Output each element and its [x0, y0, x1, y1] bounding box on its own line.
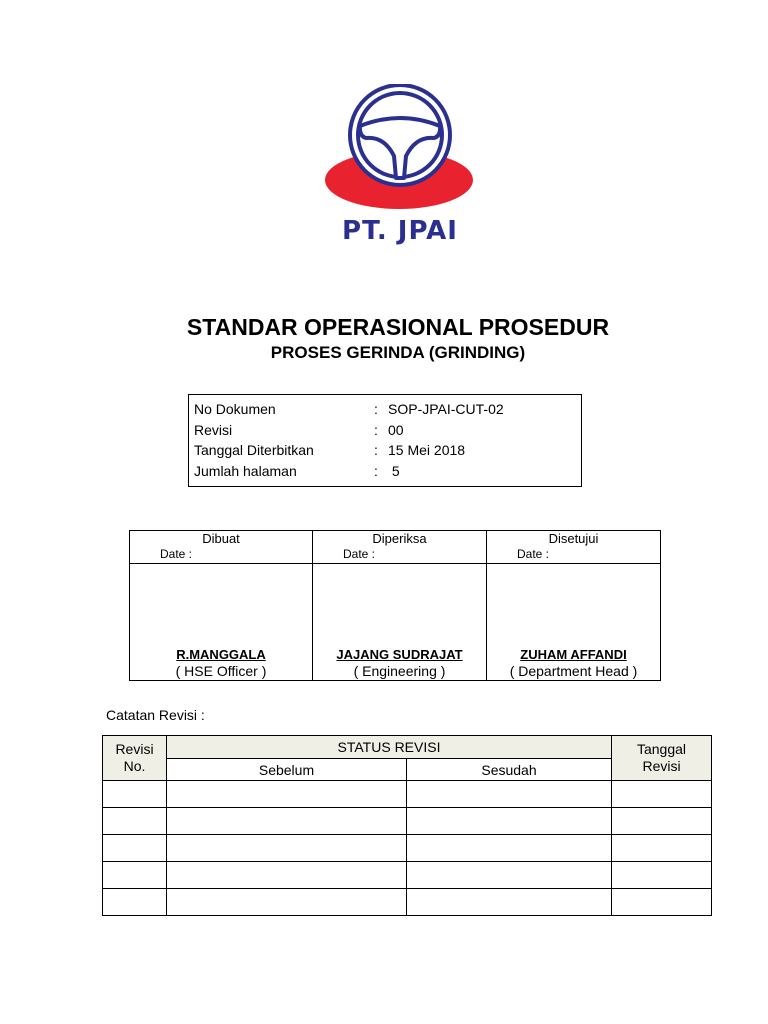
table-cell	[612, 835, 712, 862]
steering-wheel-logo-icon	[320, 84, 480, 214]
table-cell	[167, 862, 407, 889]
table-cell	[407, 781, 612, 808]
table-cell	[103, 889, 167, 916]
info-row-revision	[194, 420, 581, 441]
signatory-name: ZUHAM AFFANDI	[520, 647, 627, 662]
info-separator: :	[374, 421, 378, 438]
table-cell	[167, 835, 407, 862]
table-row	[103, 808, 712, 835]
table-cell	[612, 781, 712, 808]
signatory-position: ( Engineering )	[353, 663, 446, 679]
table-row	[103, 862, 712, 889]
info-value: 5	[388, 462, 400, 479]
table-cell	[103, 808, 167, 835]
approval-header-prepared	[130, 531, 313, 564]
signatory-position: ( HSE Officer )	[175, 663, 267, 679]
signature-cell-checked	[313, 564, 487, 681]
document-subtitle: PROSES GERINDA (GRINDING)	[270, 343, 526, 362]
approval-role: Diperiksa	[372, 531, 427, 546]
revision-number-header	[103, 736, 167, 781]
revision-after-header: Sesudah	[407, 759, 612, 781]
table-cell	[612, 862, 712, 889]
info-label: Revisi	[194, 421, 233, 438]
revision-table	[102, 735, 712, 916]
approval-header-checked	[313, 531, 487, 564]
approval-role: Dibuat	[202, 531, 240, 546]
info-label: No Dokumen	[194, 401, 276, 417]
signatory-name: R.MANGGALA	[176, 647, 266, 662]
document-info-box	[188, 394, 582, 487]
table-cell	[612, 808, 712, 835]
document-title: STANDAR OPERASIONAL PROSEDUR	[186, 314, 610, 340]
table-row	[103, 889, 712, 916]
table-cell	[407, 835, 612, 862]
approval-table	[129, 530, 661, 681]
revision-status-header: STATUS REVISI	[167, 736, 612, 759]
table-cell	[103, 835, 167, 862]
info-row-issue-date	[194, 440, 581, 461]
info-value: 00	[388, 421, 404, 438]
signatory-name: JAJANG SUDRAJAT	[336, 647, 463, 662]
table-cell	[612, 889, 712, 916]
info-label: Jumlah halaman	[194, 462, 297, 479]
table-cell	[103, 862, 167, 889]
revision-date-header-text: Tanggal Revisi	[636, 741, 687, 774]
approval-date-label: Date :	[517, 547, 550, 561]
table-row	[103, 781, 712, 808]
company-name: PT. JPAI	[342, 216, 458, 246]
signatory-position: ( Department Head )	[509, 663, 638, 679]
table-cell	[407, 808, 612, 835]
table-cell	[167, 781, 407, 808]
approval-role: Disetujui	[548, 531, 599, 546]
approval-date-label: Date :	[160, 547, 193, 561]
table-row	[103, 835, 712, 862]
approval-date-label: Date :	[343, 547, 376, 561]
revision-date-header	[612, 736, 712, 781]
info-row-page-count	[194, 461, 581, 482]
info-separator: :	[374, 401, 378, 417]
info-separator: :	[374, 462, 378, 479]
signature-cell-prepared	[130, 564, 313, 681]
table-cell	[167, 808, 407, 835]
info-label: Tanggal Diterbitkan	[194, 442, 314, 458]
info-row-document-number	[194, 399, 581, 420]
info-separator: :	[374, 442, 378, 458]
signature-cell-approved	[487, 564, 661, 681]
revision-number-header-text: Revisi No.	[115, 741, 154, 774]
approval-header-approved	[487, 531, 661, 564]
table-cell	[103, 781, 167, 808]
table-cell	[407, 889, 612, 916]
table-cell	[167, 889, 407, 916]
revision-note-label: Catatan Revisi :	[106, 707, 205, 723]
info-value: SOP-JPAI-CUT-02	[388, 401, 504, 417]
revision-before-header: Sebelum	[167, 759, 407, 781]
table-cell	[407, 862, 612, 889]
info-value: 15 Mei 2018	[388, 442, 466, 458]
